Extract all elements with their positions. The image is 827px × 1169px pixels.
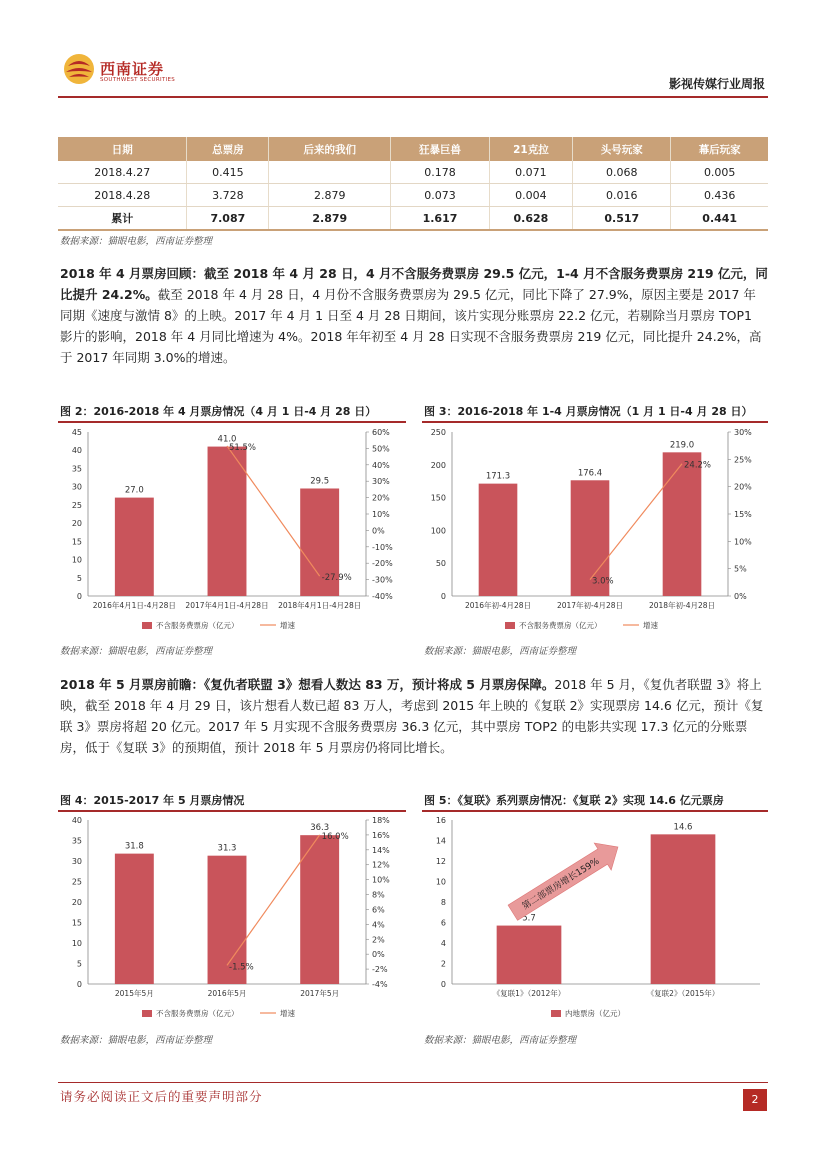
legend-bar-label: 不含服务费票房（亿元） — [156, 1009, 239, 1018]
growth-arrow-annotation — [504, 833, 626, 926]
y2-tick-label: 10% — [372, 510, 390, 519]
table-cell: 0.517 — [573, 207, 671, 231]
figure-4-source: 数据来源：猫眼电影，西南证券整理 — [60, 1035, 213, 1046]
figure-2-rule — [58, 421, 406, 423]
bar-value-label: 27.0 — [124, 485, 144, 496]
y-tick-label: 2 — [440, 959, 446, 969]
y2-tick-label: -30% — [372, 575, 393, 585]
table-row — [58, 184, 768, 207]
y2-tick-label: 40% — [372, 460, 390, 470]
y-tick-label: 15 — [71, 918, 82, 928]
y-tick-label: 10 — [435, 877, 446, 887]
legend-bar-label: 不含服务费票房（亿元） — [156, 621, 239, 630]
y2-tick-label: 10% — [372, 875, 390, 885]
growth-value-label: 3.0% — [592, 576, 614, 587]
figure-3-title: 图 3：2016-2018 年 1-4 月票房情况（1 月 1 日-4 月 28 日） — [424, 405, 753, 418]
table-cell: 0.415 — [187, 161, 269, 184]
bar — [651, 834, 716, 984]
y2-tick-label: 18% — [372, 816, 390, 825]
table-cell: 0.436 — [671, 184, 768, 207]
paragraph-body: 2018 年 5 月，《复仇者联盟 3》将上映，截至 2018 年 4 月 29 日，该片想看人数已超 83 万人，考虑到 2015 年上映的《复联 2》实现票房 14.6 亿元，预计《复联 3》票房将超 20 亿元。2017 年 5 月实现不含服务费票房 36.3 亿元，其中票房 TOP2 的电影共实现 17.3 亿元的分账票房，低于《复联 3》的预期值，预计 2018 年 5 月票房仍将同比增长。 — [60, 677, 764, 755]
y-tick-label: 25 — [71, 877, 82, 887]
header-divider — [58, 96, 768, 98]
y2-tick-label: 15% — [734, 510, 752, 519]
figure-3-source: 数据来源：猫眼电影，西南证券整理 — [424, 646, 577, 657]
y2-tick-label: 16% — [372, 830, 390, 840]
table-cell: 0.005 — [671, 161, 768, 184]
y-tick-label: 200 — [430, 460, 446, 470]
legend-bar-swatch — [505, 622, 515, 629]
x-tick-label: 2016年5月 — [207, 989, 247, 998]
x-tick-label: 2018年初-4月28日 — [648, 601, 716, 610]
table-header-cell: 后来的我们 — [269, 137, 391, 161]
legend-line-label: 增速 — [280, 621, 295, 630]
y2-tick-label: 8% — [372, 890, 385, 900]
y2-tick-label: 30% — [372, 477, 390, 487]
paragraph-lead: 2018 年 5 月票房前瞻：《复仇者联盟 3》想看人数达 83 万，预计将成 5 月票房保障。 — [60, 677, 555, 692]
y2-tick-label: 20% — [734, 482, 752, 492]
figure-2-title: 图 2：2016-2018 年 4 月票房情况（4 月 1 日-4 月 28 日） — [60, 405, 377, 418]
y2-tick-label: 6% — [372, 905, 385, 915]
table-header-cell: 总票房 — [187, 137, 269, 161]
x-tick-label: 《复联1》（2012年） — [492, 989, 566, 998]
table-source: 数据来源：猫眼电影，西南证券整理 — [60, 236, 213, 247]
table-total-row — [58, 207, 768, 231]
table-cell: 0.628 — [489, 207, 573, 231]
table-header-cell: 狂暴巨兽 — [391, 137, 489, 161]
growth-value-label: 16.0% — [321, 831, 349, 842]
y2-tick-label: -4% — [372, 980, 388, 989]
bar — [115, 498, 154, 596]
y-tick-label: 20 — [71, 519, 82, 529]
logo-english-name: SOUTHWEST SECURITIES — [100, 77, 176, 83]
bar — [663, 452, 702, 596]
y-tick-label: 8 — [440, 898, 446, 907]
table-row — [58, 161, 768, 184]
southwest-securities-logo-icon — [62, 52, 96, 86]
bar-value-label: 41.0 — [217, 434, 237, 445]
x-tick-label: 2017年5月 — [300, 989, 340, 998]
y2-tick-label: -2% — [372, 965, 388, 975]
y2-tick-label: 0% — [372, 950, 385, 960]
logo-chinese-name: 西南证券 — [100, 60, 165, 78]
x-tick-label: 2017年4月1日-4月28日 — [185, 601, 269, 610]
figure-2-chart — [58, 424, 406, 640]
y-tick-label: 5 — [76, 959, 82, 969]
legend-line-label: 增速 — [643, 621, 658, 630]
y2-tick-label: 5% — [734, 564, 747, 574]
table-cell: 2018.4.28 — [58, 184, 187, 207]
y2-tick-label: -10% — [372, 542, 393, 552]
table-cell: 0.004 — [489, 184, 573, 207]
table-cell: 0.068 — [573, 161, 671, 184]
y-tick-label: 40 — [71, 816, 82, 825]
y2-tick-label: 2% — [372, 935, 385, 945]
table-cell: 0.178 — [391, 161, 489, 184]
y-tick-label: 150 — [430, 493, 446, 503]
table-header-row — [58, 137, 768, 161]
table-cell: 0.073 — [391, 184, 489, 207]
paragraph-lead: 2018 年 4 月票房回顾：截至 2018 年 4 月 28 日，4 月不含服务费票房 29.5 亿元，1-4 月不含服务费票房 219 亿元，同比提升 24.2%。 — [60, 266, 768, 302]
bar-value-label: 31.8 — [124, 841, 144, 852]
y2-tick-label: 50% — [372, 444, 390, 454]
bar-value-label: 36.3 — [310, 823, 330, 834]
bar-value-label: 219.0 — [669, 440, 695, 451]
figure-5-chart — [422, 812, 768, 1028]
growth-value-label: -27.9% — [321, 573, 352, 584]
y-tick-label: 0 — [440, 592, 446, 601]
paragraph-may-outlook — [60, 674, 768, 758]
y-tick-label: 0 — [440, 980, 446, 989]
y-tick-label: 35 — [71, 836, 82, 846]
table-cell: 累计 — [58, 207, 187, 231]
legend-line-label: 增速 — [280, 1009, 295, 1018]
y-tick-label: 25 — [71, 500, 82, 510]
table-cell: 3.728 — [187, 184, 269, 207]
y2-tick-label: 14% — [372, 845, 390, 855]
x-tick-label: 2016年初-4月28日 — [464, 601, 532, 610]
table-cell: 2.879 — [269, 207, 391, 231]
y-tick-label: 20 — [71, 898, 82, 907]
report-title: 影视传媒行业周报 — [668, 77, 765, 91]
table-cell: 1.617 — [391, 207, 489, 231]
bar-value-label: 14.6 — [673, 822, 693, 833]
legend-bar-swatch — [142, 1010, 152, 1017]
y2-tick-label: 20% — [372, 493, 390, 503]
table-cell: 7.087 — [187, 207, 269, 231]
table-header-cell: 日期 — [58, 137, 187, 161]
figure-3-chart — [422, 424, 768, 640]
table-cell: 2.879 — [269, 184, 391, 207]
y-tick-label: 10 — [71, 555, 82, 565]
y-tick-label: 0 — [76, 980, 82, 989]
table-cell: 0.071 — [489, 161, 573, 184]
y-tick-label: 5 — [76, 573, 82, 583]
y2-tick-label: 12% — [372, 860, 390, 870]
y2-tick-label: -40% — [372, 592, 393, 601]
legend-bar-label: 内地票房（亿元） — [565, 1009, 625, 1018]
y-tick-label: 0 — [76, 592, 82, 601]
x-tick-label: 2018年4月1日-4月28日 — [278, 601, 362, 610]
y-tick-label: 45 — [71, 428, 82, 437]
bar — [479, 484, 518, 596]
figure-5-source: 数据来源：猫眼电影，西南证券整理 — [424, 1035, 577, 1046]
box-office-table — [58, 137, 768, 231]
y2-tick-label: -20% — [372, 559, 393, 569]
growth-value-label: 51.5% — [229, 442, 257, 453]
growth-value-label: -1.5% — [229, 962, 254, 973]
footer-divider — [58, 1082, 768, 1083]
table-header-cell: 头号玩家 — [573, 137, 671, 161]
legend-bar-swatch — [551, 1010, 561, 1017]
y-tick-label: 16 — [435, 816, 446, 825]
paragraph-body: 截至 2018 年 4 月 28 日，4 月份不含服务费票房为 29.5 亿元，同比下降了 27.9%，原因主要是 2017 年同期《速度与激情 8》的上映。2017 年 4 月 1 日至 4 月 28 日期间，该片实现分账票房 22.2 亿元，若剔除当月票房 TOP1 影片的影响，2018 年 4 月同比增速为 4%。2018 年年初至 4 月 28 日实现不含服务费票房 219 亿元，同比提升 24.2%，高于 2017 年同期 3.0%的增速。 — [60, 287, 762, 365]
bar-value-label: 29.5 — [310, 476, 330, 487]
y-tick-label: 40 — [71, 446, 82, 456]
table-cell — [269, 161, 391, 184]
growth-value-label: 24.2% — [684, 460, 712, 471]
paragraph-april-review — [60, 263, 768, 368]
x-tick-label: 《复联2》（2015年） — [646, 989, 720, 998]
figure-5-title: 图 5：《复联》系列票房情况：《复联 2》实现 14.6 亿元票房 — [424, 794, 724, 807]
x-tick-label: 2017年初-4月28日 — [556, 601, 624, 610]
table-cell: 0.441 — [671, 207, 768, 231]
legend-bar-label: 不含服务费票房（亿元） — [519, 621, 602, 630]
y-tick-label: 10 — [71, 939, 82, 948]
growth-arrow-label: 第二部票房增长159% — [520, 856, 602, 913]
figure-3-rule — [422, 421, 768, 423]
y2-tick-label: 30% — [734, 428, 752, 437]
y-tick-label: 30 — [71, 857, 82, 866]
bar-value-label: 5.7 — [522, 913, 536, 924]
bar-value-label: 31.3 — [217, 843, 237, 854]
table-header-cell: 幕后玩家 — [671, 137, 768, 161]
y2-tick-label: 10% — [734, 537, 752, 547]
x-tick-label: 2016年4月1日-4月28日 — [92, 601, 176, 610]
bar-value-label: 176.4 — [577, 468, 603, 479]
y2-tick-label: 25% — [734, 455, 752, 465]
y-tick-label: 50 — [435, 559, 446, 569]
y-tick-label: 15 — [71, 537, 82, 547]
y-tick-label: 4 — [440, 939, 446, 948]
figure-2-source: 数据来源：猫眼电影，西南证券整理 — [60, 646, 213, 657]
y-tick-label: 6 — [440, 918, 446, 928]
bar-value-label: 171.3 — [485, 471, 511, 482]
y-tick-label: 14 — [435, 836, 446, 846]
y2-tick-label: 0% — [734, 592, 747, 601]
bar — [115, 854, 154, 984]
bar — [300, 835, 339, 984]
y2-tick-label: 60% — [372, 428, 390, 437]
y-tick-label: 250 — [430, 428, 446, 437]
figure-4-title: 图 4：2015-2017 年 5 月票房情况 — [60, 794, 245, 807]
legend-bar-swatch — [142, 622, 152, 629]
y-tick-label: 12 — [435, 857, 446, 866]
bar — [208, 447, 247, 596]
figure-4-chart — [58, 812, 406, 1028]
footer-disclaimer: 请务必阅读正文后的重要声明部分 — [60, 1089, 263, 1104]
y2-tick-label: 0% — [372, 526, 385, 536]
y-tick-label: 30 — [71, 482, 82, 492]
table-header-cell: 21克拉 — [489, 137, 573, 161]
table-cell: 0.016 — [573, 184, 671, 207]
page-number: 2 — [743, 1089, 767, 1111]
bar — [497, 926, 562, 984]
y2-tick-label: 4% — [372, 920, 385, 930]
y-tick-label: 100 — [430, 526, 446, 536]
table-cell: 2018.4.27 — [58, 161, 187, 184]
x-tick-label: 2015年5月 — [114, 989, 154, 998]
y-tick-label: 35 — [71, 464, 82, 474]
